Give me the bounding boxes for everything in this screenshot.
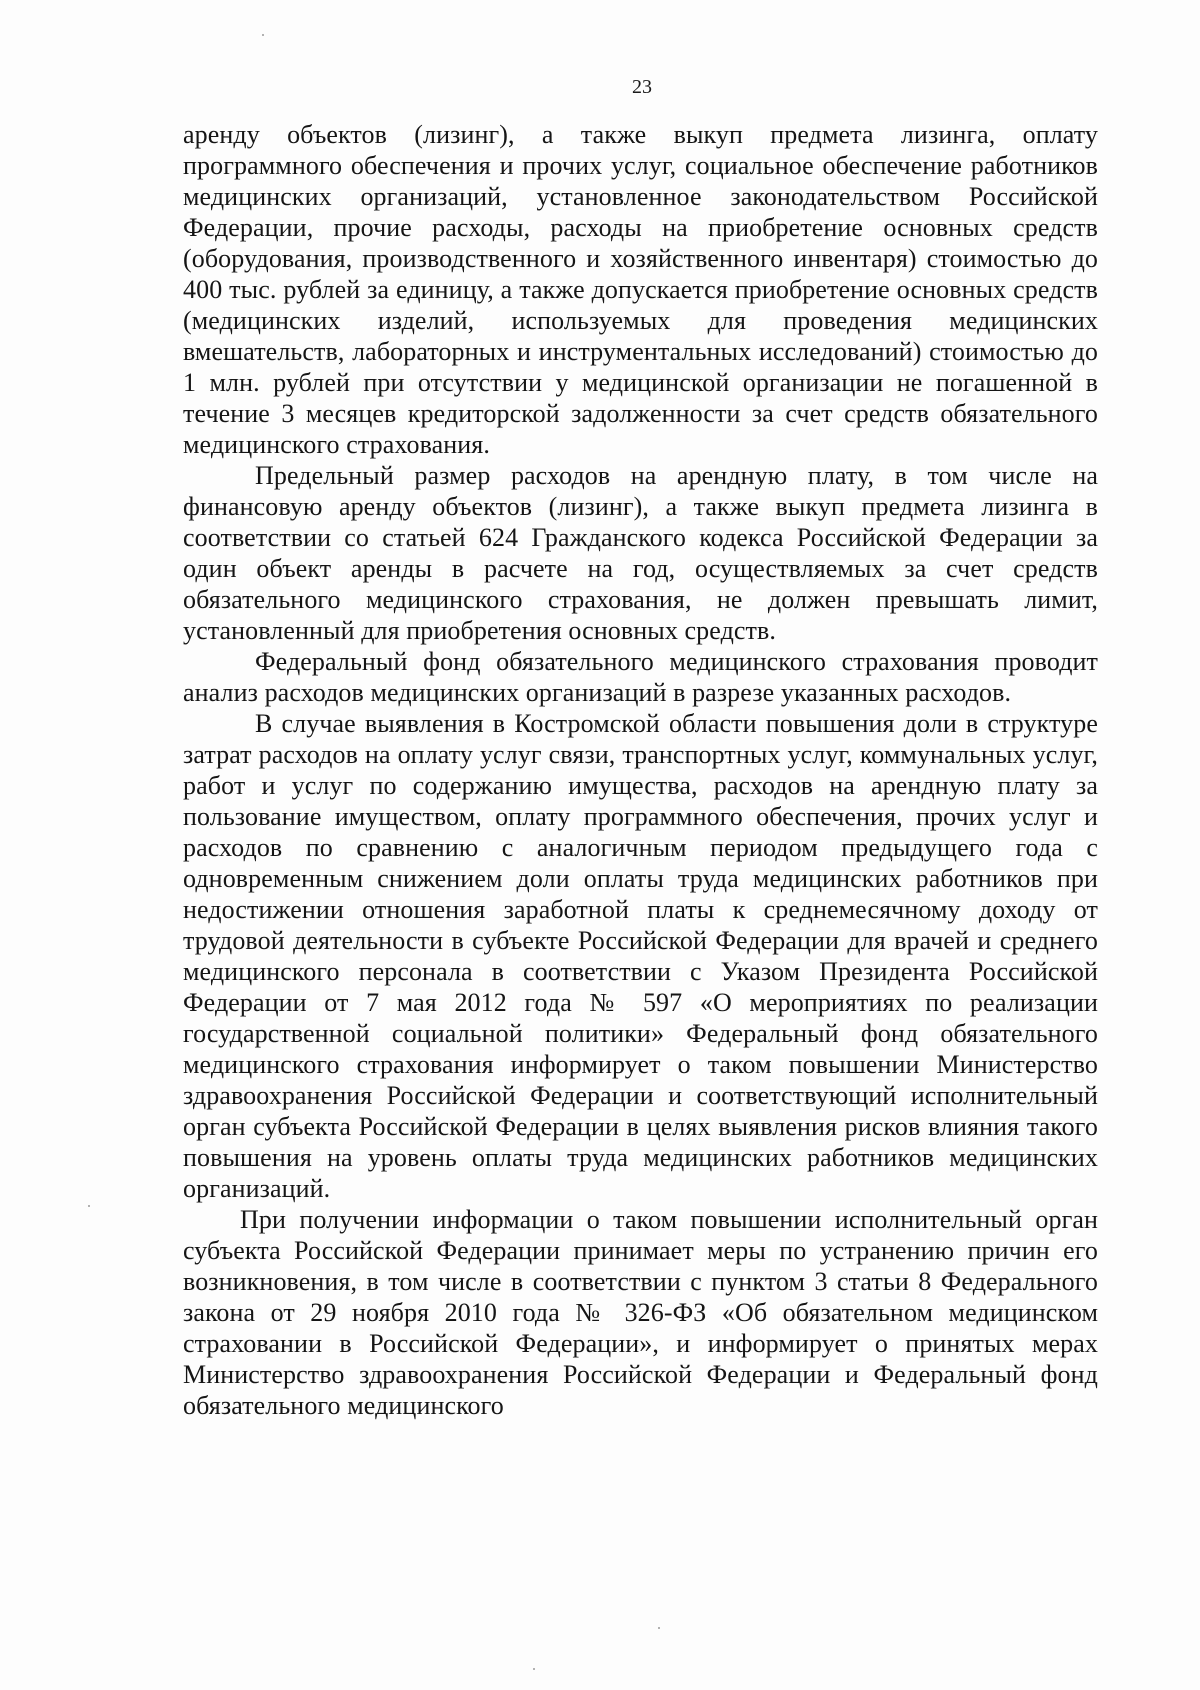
paragraph-cost-increase: В случае выявления в Костромской области повышения доли в структуре затрат расходов на оплату услуг связи, транспортных услуг, коммунальных услуг, работ и услуг по содержанию имущества, расходов на арендную плату за пользование имуществом, оплату программного обеспечения, прочих услуг и расходов по сравнению с аналогичным периодом предыдущего года с одновременным снижением доли оплаты труда медицинских работников при недостижении отношения заработной платы к среднемесячному доходу от трудовой деятельности в субъекте Российской Федерации для врачей и среднего медицинского персонала в соответствии с Указом Президента Российской Федерации от 7 мая 2012 года № 597 «О мероприятиях по реализации государственной социальной политики» Федеральный фонд обязательного медицинского страхования информирует о таком повышении Министерство здравоохранения Российской Федерации и соответствующий исполнительный орган субъекта Российской Федерации в целях выявления рисков влияния такого повышения на уровень оплаты труда медицинских работников медицинских организаций. (183, 709, 1098, 1203)
paragraph-fund-analysis: Федеральный фонд обязательного медицинского страхования проводит анализ расходов медицинских организаций в разрезе указанных расходов. (183, 647, 1098, 707)
scan-speck (88, 1205, 90, 1207)
paragraph-rent-limit: Предельный размер расходов на арендную плату, в том числе на финансовую аренду объектов (лизинг), а также выкуп предмета лизинга в соответствии со статьей 624 Гражданского кодекса Российской Федерации за один объект аренды в расчете на год, осуществляемых за счет средств обязательного медицинского страхования, не должен превышать лимит, установленный для приобретения основных средств. (183, 461, 1098, 645)
scan-speck (658, 1627, 660, 1629)
paragraph-measures: При получении информации о таком повышении исполнительный орган субъекта Российской Федерации принимает меры по устранению причин его возникновения, в том числе в соответствии с пунктом 3 статьи 8 Федерального закона от 29 ноября 2010 года № 326-ФЗ «Об обязательном медицинском страховании в Российской Федерации», и информирует о принятых мерах Министерство здравоохранения Российской Федерации и Федеральный фонд обязательного медицинского (183, 1205, 1098, 1420)
document-body (183, 119, 1098, 1421)
scan-speck (262, 34, 264, 36)
page-number: 23 (632, 76, 652, 98)
paragraph-continuation: аренду объектов (лизинг), а также выкуп предмета лизинга, оплату программного обеспечения и прочих услуг, социальное обеспечение работников медицинских организаций, установленное законодательством Российской Федерации, прочие расходы, расходы на приобретение основных средств (оборудования, производственного и хозяйственного инвентаря) стоимостью до 400 тыс. рублей за единицу, а также допускается приобретение основных средств (медицинских изделий, используемых для проведения медицинских вмешательств, лабораторных и инструментальных исследований) стоимостью до 1 млн. рублей при отсутствии у медицинской организации не погашенной в течение 3 месяцев кредиторской задолженности за счет средств обязательного медицинского страхования. (183, 120, 1098, 459)
scan-speck (533, 1668, 535, 1670)
